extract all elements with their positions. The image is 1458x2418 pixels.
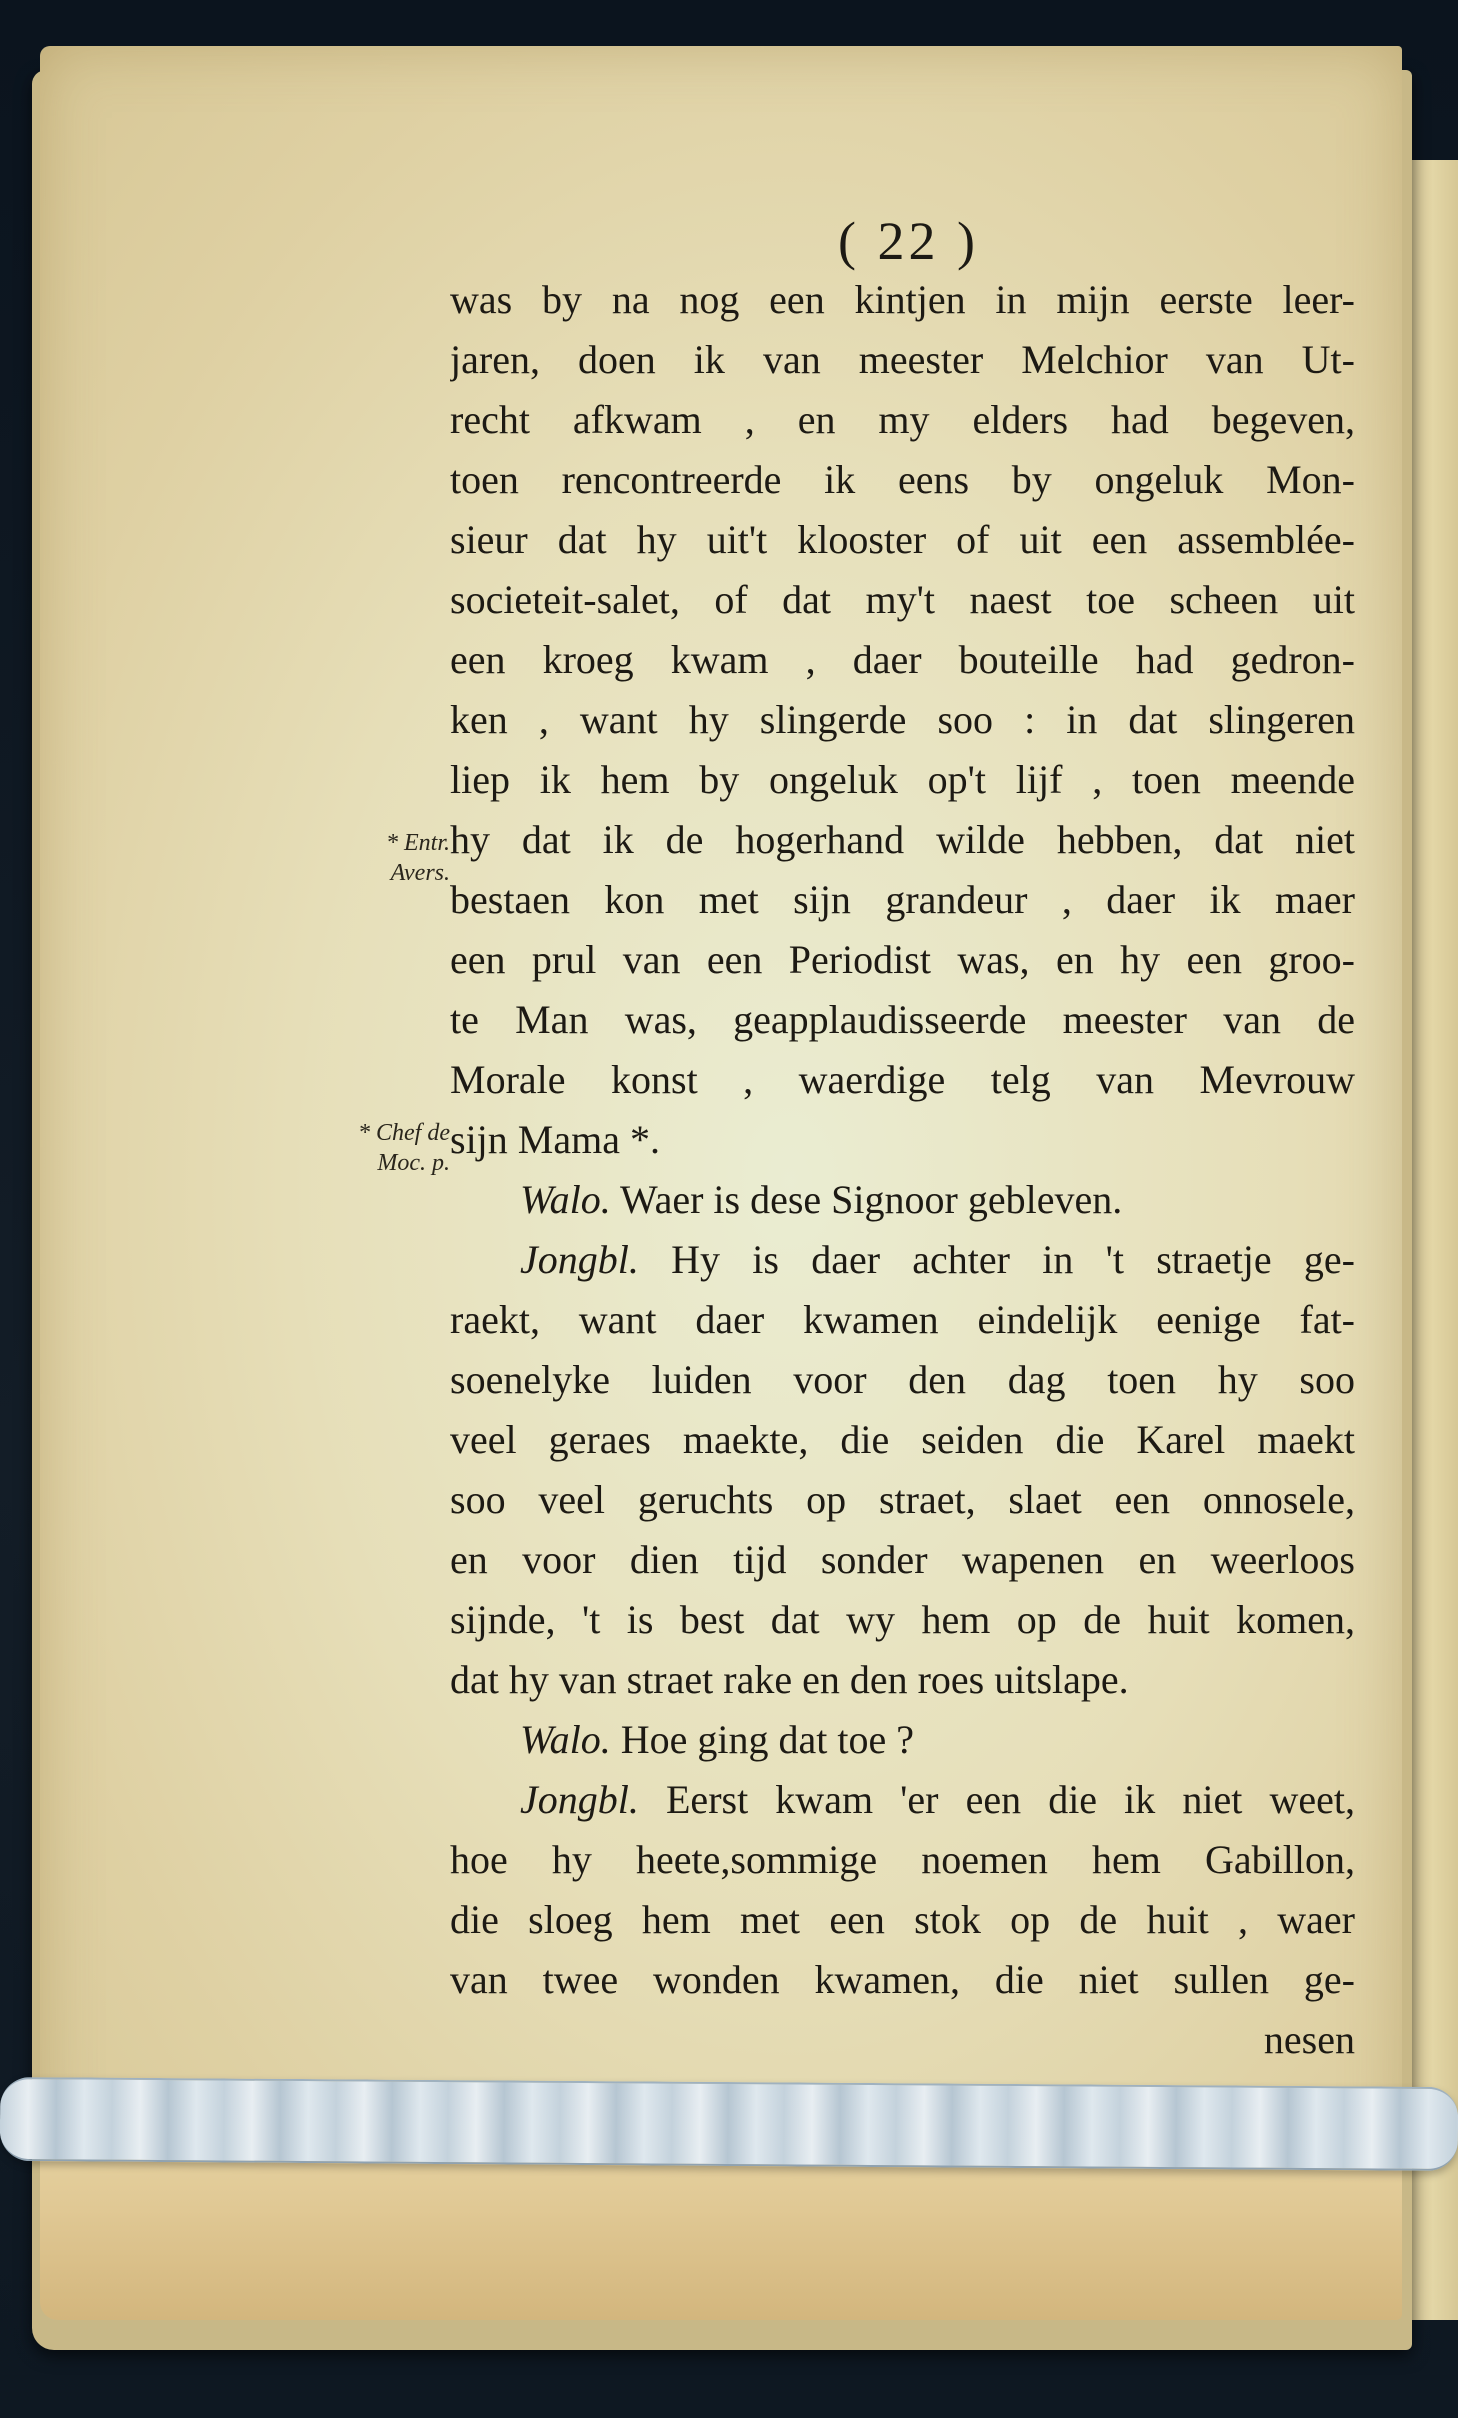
text-line: bestaen kon met sijn grandeur , daer ik maer xyxy=(450,877,1355,922)
dialogue-text: Hoe ging dat toe ? xyxy=(620,1717,915,1762)
text-line: een kroeg kwam , daer bouteille had gedron- xyxy=(450,637,1355,682)
dialogue-line xyxy=(450,1170,1355,1230)
marginal-note-1-line-1: * Entr. xyxy=(385,830,450,856)
speaker-name: Jongbl. xyxy=(520,1777,639,1822)
text-line: die sloeg hem met een stok op de huit , waer xyxy=(450,1897,1355,1942)
text-line: soo veel geruchts op straet, slaet een onnosele, xyxy=(450,1477,1355,1522)
text-line: veel geraes maekte, die seiden die Karel maekt xyxy=(450,1417,1355,1462)
text-line: Morale konst , waerdige telg van Mevrouw xyxy=(450,1057,1355,1102)
text-line: jaren, doen ik van meester Melchior van Ut- xyxy=(450,337,1355,382)
text-line: recht afkwam , en my elders had begeven, xyxy=(450,397,1355,442)
text-line: en voor dien tijd sonder wapenen en weerloos xyxy=(450,1537,1355,1582)
bookmark-ribbon xyxy=(0,2077,1458,2171)
dialogue-line xyxy=(450,1770,1355,1830)
text-line: societeit-salet, of dat my't naest toe scheen uit xyxy=(450,577,1355,622)
speaker-name: Jongbl. xyxy=(520,1237,639,1282)
catchword: nesen xyxy=(1263,2017,1355,2062)
text-line: liep ik hem by ongeluk op't lijf , toen meende xyxy=(450,757,1355,802)
text-line: een prul van een Periodist was, en hy een groo- xyxy=(450,937,1355,982)
page-number: ( 22 ) xyxy=(838,211,979,271)
dialogue-line xyxy=(450,1230,1355,1290)
text-line: was by na nog een kintjen in mijn eerste leer- xyxy=(450,277,1355,322)
dialogue-line xyxy=(450,1710,1355,1770)
marginal-note-1-line-2: Avers. xyxy=(390,860,450,886)
text-line: sieur dat hy uit't klooster of uit een assemblée- xyxy=(450,517,1355,562)
dialogue-text: Hy is daer achter in 't straetje ge- xyxy=(671,1237,1355,1282)
marginal-note-2 xyxy=(300,1118,450,1178)
text-line: raekt, want daer kwamen eindelijk eenige fat- xyxy=(450,1297,1355,1342)
text-line: soenelyke luiden voor den dag toen hy soo xyxy=(450,1357,1355,1402)
text-line: toen rencontreerde ik eens by ongeluk Mon- xyxy=(450,457,1355,502)
text-line: hy dat ik de hogerhand wilde hebben, dat niet xyxy=(450,817,1355,862)
text-line: dat hy van straet rake en den roes uitslape. xyxy=(450,1657,1129,1702)
marginal-note-1 xyxy=(300,828,450,888)
marginal-note-2-line-2: Moc. p. xyxy=(377,1150,450,1176)
text-line: hoe hy heete,sommige noemen hem Gabillon, xyxy=(450,1837,1355,1882)
dialogue-text: Eerst kwam 'er een die ik niet weet, xyxy=(666,1777,1355,1822)
dialogue-text: Waer is dese Signoor gebleven. xyxy=(620,1177,1123,1222)
page-text xyxy=(450,270,1355,2070)
speaker-name: Walo. xyxy=(520,1177,611,1222)
text-line: ken , want hy slingerde soo : in dat slingeren xyxy=(450,697,1355,742)
text-line: sijnde, 't is best dat wy hem op de huit komen, xyxy=(450,1597,1355,1642)
text-line: te Man was, geapplaudisseerde meester van de xyxy=(450,997,1355,1042)
text-line: sijn Mama *. xyxy=(450,1117,660,1162)
marginal-note-2-line-1: * Chef de xyxy=(358,1120,450,1146)
speaker-name: Walo. xyxy=(520,1717,611,1762)
text-line: van twee wonden kwamen, die niet sullen ge- xyxy=(450,1957,1355,2002)
